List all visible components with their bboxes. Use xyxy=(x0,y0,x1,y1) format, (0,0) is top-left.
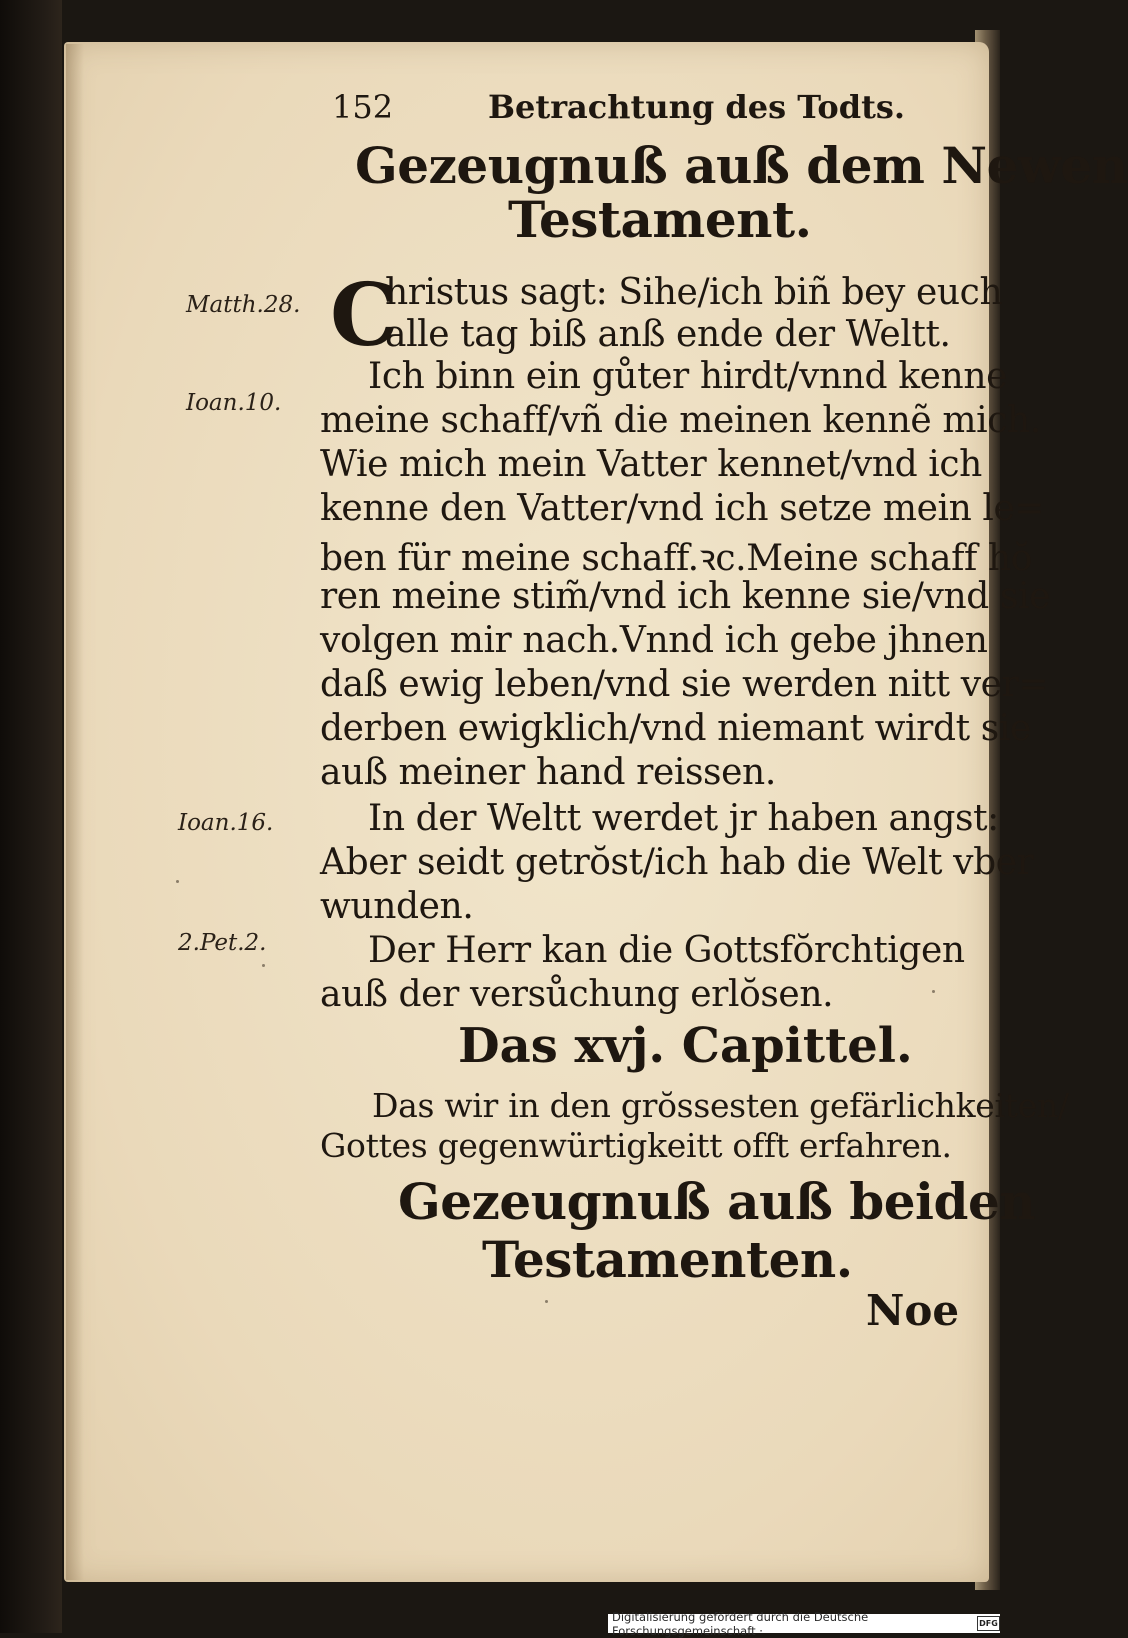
text-line: alle tag biß anß ende der Weltt. xyxy=(385,314,951,355)
ink-speck xyxy=(545,1300,548,1303)
digitization-footer xyxy=(608,1609,1000,1638)
footer-credit-text: Digitalisierung gefördert durch die Deutsche Forschungsgemeinschaft · xyxy=(612,1609,869,1638)
ink-speck xyxy=(262,964,265,967)
text-line: daß ewig leben/vnd sie werden nitt ver= xyxy=(320,664,1049,705)
margin-note-matth: Matth.28. xyxy=(186,292,301,318)
text-line: ren meine stim̃/vnd ich kenne sie/vnd sie xyxy=(320,576,1051,617)
text-line: hristus sagt: Sihe/ich biñ bey euch xyxy=(385,272,1003,313)
margin-note-2-pet: 2.Pet.2. xyxy=(178,930,267,956)
text-line: auß der versůchung erlŏsen. xyxy=(320,974,834,1015)
text-line: volgen mir nach.Vnnd ich gebe jhnen xyxy=(320,620,988,661)
text-line: meine schaff/vñ die meinen kennẽ mich. xyxy=(320,400,1041,441)
text-line: ben für meine schaff.ꝛc.Meine schaff hŏ xyxy=(320,538,1033,579)
text-line: derben ewigklich/vnd niemant wirdt sie xyxy=(320,708,1031,749)
section-heading2-line2: Testamenten. xyxy=(482,1230,853,1289)
text-line: Ich binn ein gůter hirdt/vnnd kenne xyxy=(368,356,1008,397)
chapter-subtitle-line1: Das wir in den grŏssesten gefärlichkeiten/ xyxy=(372,1086,1069,1125)
text-line: Aber seidt getrŏst/ich hab die Welt vber xyxy=(320,842,1034,883)
text-line: wunden. xyxy=(320,886,474,927)
text-line: kenne den Vatter/vnd ich setze mein le= xyxy=(320,488,1045,529)
margin-note-ioan-16: Ioan.16. xyxy=(178,810,274,836)
dfg-logo-icon: DFG xyxy=(977,1616,1000,1631)
page-gutter-shadow xyxy=(66,44,84,1580)
text-line: Der Herr kan die Gottsfŏrchtigen xyxy=(368,930,965,971)
text-line: auß meiner hand reissen. xyxy=(320,752,776,793)
chapter-title: Das xvj. Capittel. xyxy=(458,1018,913,1074)
text-line: Wie mich mein Vatter kennet/vnd ich xyxy=(320,444,982,485)
section-heading2-line1: Gezeugnuß auß beiden xyxy=(398,1172,1036,1231)
section-heading-line2: Testament. xyxy=(508,190,812,249)
chapter-subtitle-line2: Gottes gegenwürtigkeitt offt erfahren. xyxy=(320,1126,952,1165)
scan-background-left xyxy=(0,0,62,1633)
section-heading-line1: Gezeugnuß auß dem Newen xyxy=(355,136,1128,195)
ink-speck xyxy=(932,990,935,993)
catchword: Noe xyxy=(866,1286,960,1335)
ink-speck xyxy=(176,880,179,883)
margin-note-ioan-10: Ioan.10. xyxy=(186,390,282,416)
running-head: Betrachtung des Todts. xyxy=(488,88,906,126)
text-line: In der Weltt werdet jr haben angst: xyxy=(368,798,999,839)
dropcap-initial: C xyxy=(330,265,399,366)
page-number: 152 xyxy=(332,88,394,126)
